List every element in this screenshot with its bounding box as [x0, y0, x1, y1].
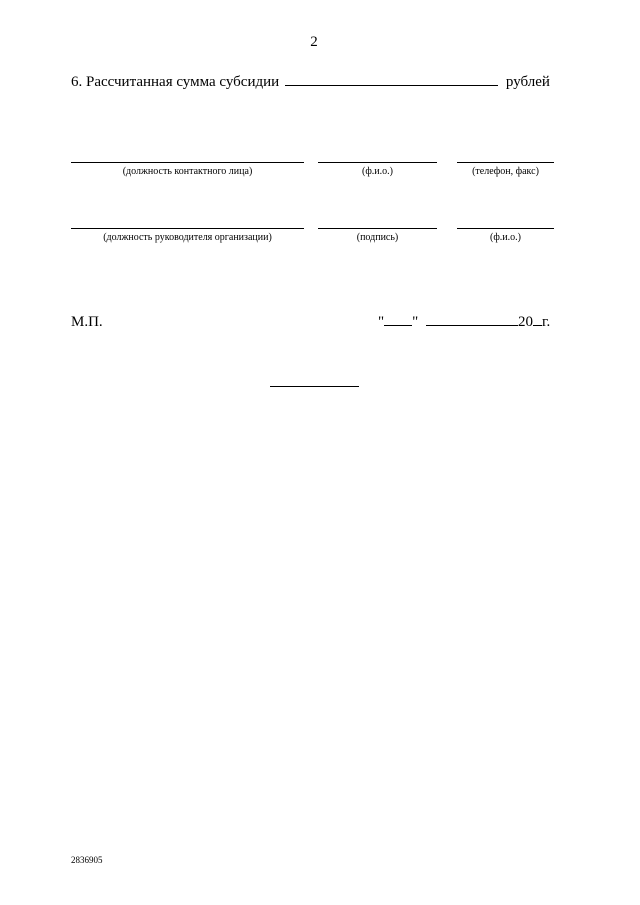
contact-position-line — [71, 162, 304, 163]
subsidy-amount-label: 6. Рассчитанная сумма субсидии — [71, 74, 280, 90]
head-signature-line — [318, 228, 437, 229]
contact-position-caption: (должность контактного лица) — [122, 166, 253, 177]
subsidy-amount-line — [71, 74, 550, 91]
contact-phone-caption: (телефон, факс) — [472, 166, 539, 177]
head-position-line — [71, 228, 304, 229]
head-position-caption: (должность руководителя организации) — [103, 232, 272, 243]
month-blank — [426, 324, 518, 326]
year-blank — [533, 324, 542, 326]
contact-phone-line — [457, 162, 554, 163]
date-line — [378, 314, 550, 331]
date-open-quote: " — [378, 314, 385, 330]
end-separator-line — [270, 386, 359, 387]
day-blank — [384, 324, 412, 326]
head-name-line — [457, 228, 554, 229]
subsidy-currency: рублей — [505, 74, 550, 90]
head-signature-caption: (подпись) — [356, 232, 399, 243]
contact-name-caption: (ф.и.о.) — [362, 166, 393, 177]
document-id: 2836905 — [71, 855, 103, 865]
year-suffix: г. — [542, 314, 551, 330]
subsidy-amount-blank — [285, 84, 498, 86]
year-prefix: 20 — [518, 314, 533, 330]
date-close-quote: " — [412, 314, 419, 330]
page-number: 2 — [310, 34, 318, 50]
contact-name-line — [318, 162, 437, 163]
stamp-label: М.П. — [71, 314, 103, 330]
head-name-caption: (ф.и.о.) — [490, 232, 521, 243]
